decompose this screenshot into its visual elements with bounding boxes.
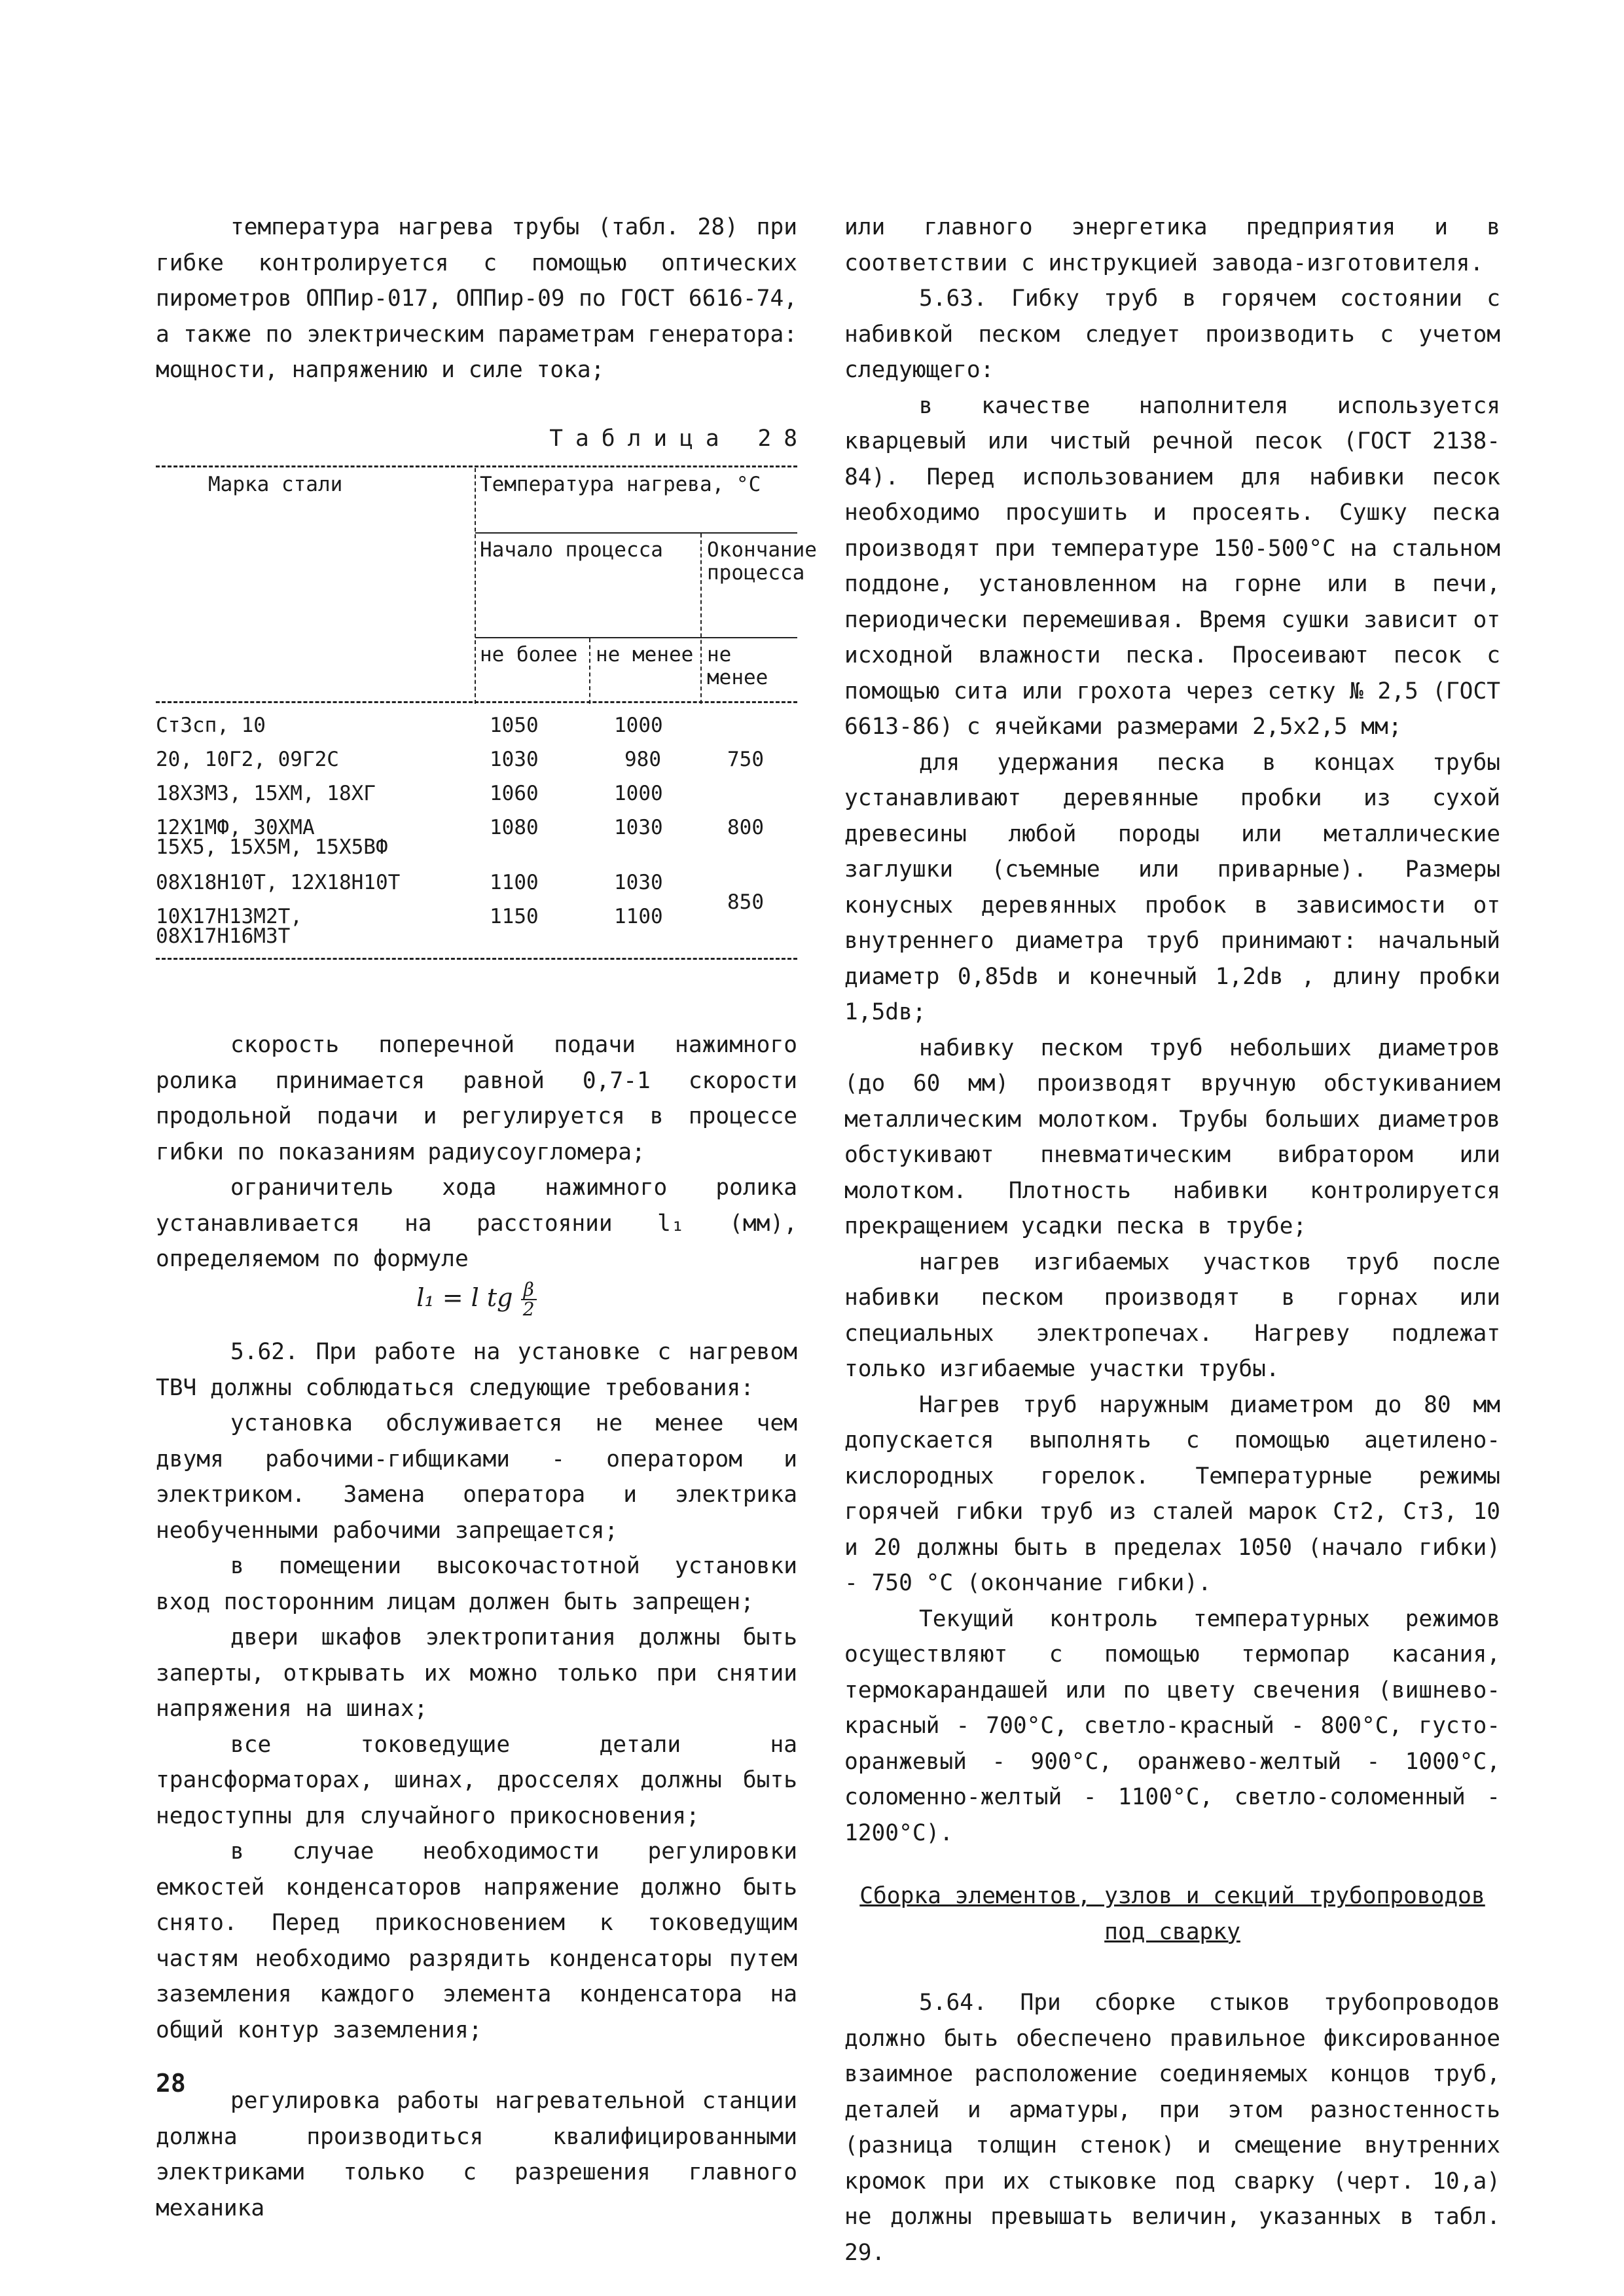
page-number: 28: [156, 2069, 186, 2098]
right-column: [844, 210, 1500, 2270]
formula-denominator: 2: [522, 1298, 535, 1320]
table-top-rule: [156, 465, 797, 467]
table-cell-steel: 08Х18Н10Т, 12Х18Н10Т: [156, 871, 401, 894]
table-cell-steel: 08Х17Н16М3Т: [156, 924, 291, 948]
section-heading: [844, 1878, 1500, 1950]
table-cell-steel: 20, 10Г2, 09Г2С: [156, 748, 339, 771]
formula-numerator: β: [521, 1281, 537, 1300]
table-cell-end: 750: [727, 748, 764, 771]
header-not-less: не менее: [596, 643, 694, 666]
table-cell-min: 1000: [614, 782, 663, 805]
header-rule: [475, 637, 797, 638]
table-cell-max: 1100: [490, 871, 539, 894]
table-cell-steel: 10Х17Н13М2Т,: [156, 905, 302, 928]
header-not-less-end: не менее: [707, 643, 768, 689]
formula: [156, 1280, 797, 1319]
paragraph: ограничитель хода нажимного ролика устанавливается на расстоянии l₁ (мм), определяемом по формуле: [156, 1175, 797, 1272]
table-cell-max: 1030: [490, 748, 539, 771]
paragraph: все токоведущие детали на трансформаторах, шинах, дросселях должны быть недоступны для случайного прикосновения;: [156, 1731, 797, 1829]
paragraph: в случае необходимости регулировки емкостей конденсаторов напряжение должно быть снято. Перед прикосновением к токоведущим частям необходимо разрядить конденсаторы путем заземления каждого элемента конденсатора на общий контур заземления;: [156, 1838, 797, 2043]
table-cell-max: 1080: [490, 816, 539, 839]
header-temperature: Температура нагрева, °С: [480, 473, 761, 496]
section-heading-line: Сборка элементов, узлов и секций трубопроводов: [859, 1883, 1485, 1909]
header-start: Начало процесса: [480, 538, 663, 562]
paragraph: двери шкафов электропитания должны быть заперты, открывать их можно только при снятии напряжения на шинах;: [156, 1624, 797, 1722]
formula-expression: l₁ = l tg: [416, 1283, 513, 1312]
paragraph: или главного энергетика предприятия и в соответствии с инструкцией завода-изготовителя.: [844, 214, 1500, 276]
table-cell-steel: 15Х5, 15Х5М, 15Х5ВФ: [156, 835, 388, 859]
table-cell-max: 1050: [490, 714, 539, 737]
header-end: Окончание процесса: [707, 538, 817, 585]
paragraph: Нагрев труб наружным диаметром до 80 мм допускается выполнять с помощью ацетилено-кислородных горелок. Температурные режимы горячей гибки труб из сталей марок Ст2, Ст3, 10 и 20 должны быть в пределах 1050 (начало гибки) - 750 °С (окончание гибки).: [844, 1391, 1500, 1596]
paragraph: нагрев изгибаемых участков труб после набивки песком производят в горнах или специальных электропечах. Нагреву подлежат только изгибаемые участки трубы.: [844, 1248, 1500, 1382]
paragraph: 5.63. Гибку труб в горячем состоянии с набивкой песком следует производить с учетом следующего:: [844, 285, 1500, 383]
table-bottom-rule: [156, 958, 797, 960]
table-divider: [475, 468, 476, 704]
left-column: [156, 210, 817, 2226]
header-bottom-rule: [156, 701, 797, 703]
table-divider: [589, 638, 590, 704]
paragraph: 5.64. При сборке стыков трубопроводов должно быть обеспечено правильное фиксированное взаимное расположение соединяемых концов труб, деталей и арматуры, при этом разностенность (разница толщин стенок) и смещение внутренних кромок при их стыковке под сварку (черт. 10,а) не должны превышать величин, указанных в табл. 29.: [844, 1990, 1500, 2266]
paragraph: Текущий контроль температурных режимов осуществляют с помощью термопар касания, термокарандашей или по цвету свечения (вишнево-красный - 700°С, светло-красный - 800°С, густо-оранжевый - 900°С, оранжево-желтый - 1000°С, соломенно-желтый - 1100°С, светло-соломенный - 1200°С).: [844, 1605, 1500, 1846]
table-cell-max: 1150: [490, 905, 539, 928]
table-cell-min: 1030: [614, 816, 663, 839]
table-cell-max: 1060: [490, 782, 539, 805]
table-cell-steel: Ст3сп, 10: [156, 714, 266, 737]
paragraph: для удержания песка в концах трубы устанавливают деревянные пробки из сухой древесины любой породы или металлические заглушки (съемные или приварные). Размеры конусных деревянных пробок в зависимости от внутреннего диаметра труб принимают: начальный диаметр 0,85dв и конечный 1,2dв , длину пробки 1,5dв;: [844, 749, 1500, 1025]
table-cell-min: 1030: [614, 871, 663, 894]
table-cell-min: 980: [624, 748, 661, 771]
table-28: [156, 465, 817, 1027]
table-caption: Таблица 28: [549, 425, 810, 452]
header-rule: [475, 532, 797, 534]
paragraph: в помещении высокочастотной установки вход посторонним лицам должен быть запрещен;: [156, 1553, 797, 1615]
paragraph: установка обслуживается не менее чем двумя рабочими-гибщиками - оператором и электриком. Замена оператора и электрика необученными рабочими запрещается;: [156, 1410, 797, 1544]
paragraph: температура нагрева трубы (табл. 28) при гибке контролируется с помощью оптических пирометров ОППир-017, ОППир-09 по ГОСТ 6616-74, а также по электрическим параметрам генератора: мощности, напряжению и силе тока;: [156, 214, 797, 383]
table-cell-steel: 12Х1МФ, 30ХМА: [156, 816, 315, 839]
header-steel: Марка стали: [208, 473, 343, 496]
table-cell-end: 800: [727, 816, 764, 839]
section-heading-line: под сварку: [1104, 1918, 1240, 1945]
paragraph: 5.62. При работе на установке с нагревом ТВЧ должны соблюдаться следующие требования:: [156, 1339, 797, 1401]
table-cell-min: 1100: [614, 905, 663, 928]
paragraph: регулировка работы нагревательной станции должна производиться квалифицированными электриками только с разрешения главного механика: [156, 2088, 797, 2221]
paragraph: набивку песком труб небольших диаметров (до 60 мм) производят вручную обстукиванием металлическим молотком. Трубы больших диаметров обстукивают пневматическим вибратором или молотком. Плотность набивки контролируется прекращением усадки песка в трубе;: [844, 1034, 1500, 1239]
formula-fraction: [521, 1281, 537, 1319]
header-not-more: не более: [480, 643, 578, 666]
paragraph: в качестве наполнителя используется кварцевый или чистый речной песок (ГОСТ 2138-84). Перед использованием для набивки песок необходимо просушить и просеять. Сушку песка производят при температуре 150-500°С на стальном поддоне, установленном на горне или в печи, периодически перемешивая. Время сушки зависит от исходной влажности песка. Просеивают песок с помощью сита или грохота через сетку № 2,5 (ГОСТ 6613-86) с ячейками размерами 2,5х2,5 мм;: [844, 392, 1500, 740]
table-cell-min: 1000: [614, 714, 663, 737]
paragraph: скорость поперечной подачи нажимного ролика принимается равной 0,7-1 скорости продольной подачи и регулируется в процессе гибки по показаниям радиусоугломера;: [156, 1032, 797, 1165]
table-cell-steel: 18Х3МЗ, 15ХМ, 18ХГ: [156, 782, 376, 805]
table-divider: [700, 534, 702, 704]
table-cell-end: 850: [727, 890, 764, 914]
